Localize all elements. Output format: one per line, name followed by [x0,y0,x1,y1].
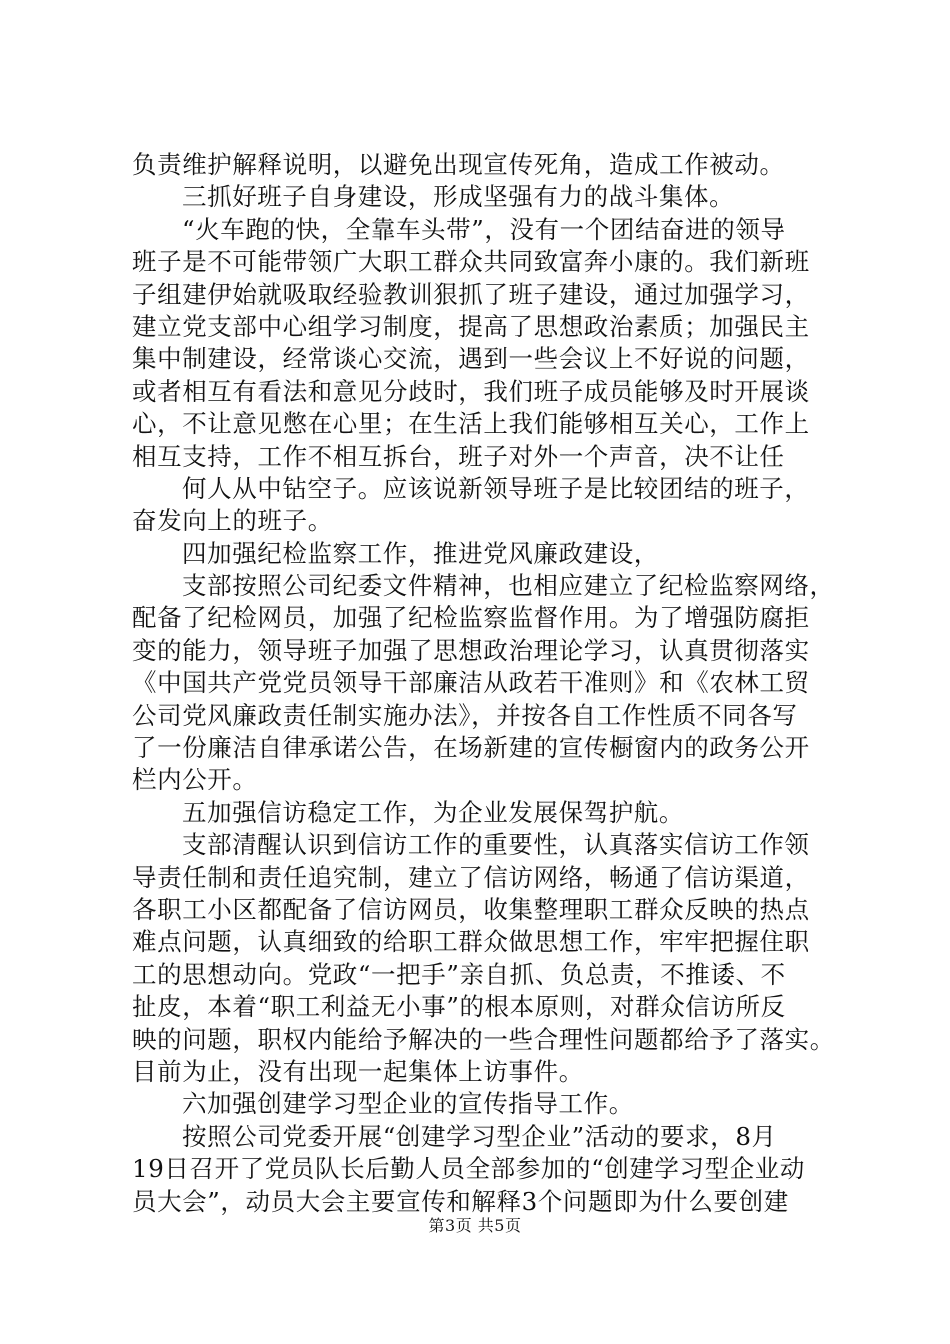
text-line: 负责维护解释说明，以避免出现宣传死角，造成工作被动。 [132,150,785,179]
text-line: 四加强纪检监察工作，推进党风廉政建设， [182,538,659,568]
text-line: 目前为止，没有出现一起集体上访事件。 [132,1056,584,1086]
text-line: 19日召开了党员队长后勤人员全部参加的“创建学习型企业动 [132,1154,805,1184]
text-line: 集中制建设，经常谈心交流，遇到一些会议上不好说的问题， [132,344,810,374]
text-line: 子组建伊始就吸取经验教训狠抓了班子建设，通过加强学习， [132,279,810,309]
text-line: 栏内公开。 [132,765,258,795]
text-line: 了一份廉洁自律承诺公告，在场新建的宣传橱窗内的政务公开 [132,733,810,763]
text-line: 三抓好班子自身建设，形成坚强有力的战斗集体。 [182,182,735,212]
text-line: 建立党支部中心组学习制度，提高了思想政治素质；加强民主 [132,311,810,341]
text-line: 五加强信访稳定工作，为企业发展保驾护航。 [182,797,684,827]
page-footer: 第3页 共5页 [428,1216,522,1235]
text-line: 相互支持，工作不相互拆台，班子对外一个声音，决不让任 [132,441,785,471]
text-line: 支部按照公司纪委文件精神，也相应建立了纪检监察网络， [182,571,835,601]
text-line: 映的问题，职权内能给予解决的一些合理性问题都给予了落实。 [132,1024,835,1054]
text-line: 各职工小区都配备了信访网员，收集整理职工群众反映的热点 [132,894,810,924]
text-line: 扯皮，本着“职工利益无小事”的根本原则，对群众信访所反 [132,992,786,1022]
text-line: 六加强创建学习型企业的宣传指导工作。 [182,1089,634,1119]
text-line: 奋发向上的班子。 [132,506,333,536]
text-line: 班子是不可能带领广大职工群众共同致富奔小康的。我们新班 [132,247,810,277]
text-line: 按照公司党委开展“创建学习型企业”活动的要求，8月 [182,1121,777,1151]
text-line: 支部清醒认识到信访工作的重要性，认真落实信访工作领 [182,830,810,860]
text-line: 心，不让意见憋在心里；在生活上我们能够相互关心，工作上 [132,409,810,439]
text-line: “火车跑的快，全靠车头带”，没有一个团结奋进的领导 [182,214,786,244]
text-line: 难点问题，认真细致的给职工群众做思想工作，牢牢把握住职 [132,927,810,957]
text-line: 工的思想动向。党政“一把手”亲自抓、负总责，不推诿、不 [132,959,786,989]
text-line: 何人从中钻空子。应该说新领导班子是比较团结的班子， [182,473,810,503]
text-line: 《中国共产党党员领导干部廉洁从政若干准则》和《农林工贸 [132,668,810,698]
text-line: 或者相互有看法和意见分歧时，我们班子成员能够及时开展谈 [132,376,810,406]
text-line: 变的能力，领导班子加强了思想政治理论学习，认真贯彻落实 [132,635,810,665]
text-line: 配备了纪检网员，加强了纪检监察监督作用。为了增强防腐拒 [132,603,810,633]
document-body [132,149,835,1218]
text-line: 导责任制和责任追究制，建立了信访网络，畅通了信访渠道， [132,862,810,892]
text-line: 公司党风廉政责任制实施办法》，并按各自工作性质不同各写 [132,700,798,730]
text-line: 员大会”，动员大会主要宣传和解释3个问题即为什么要创建 [132,1186,789,1216]
